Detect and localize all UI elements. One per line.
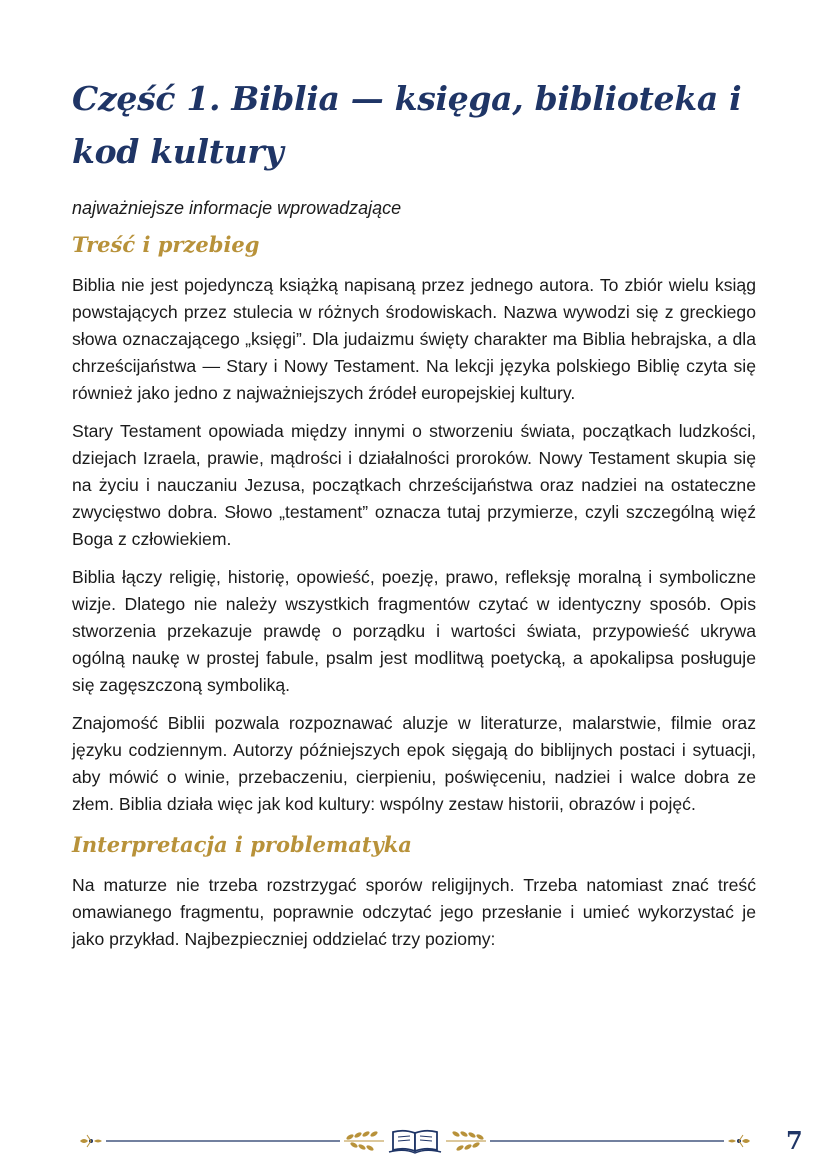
paragraph: Biblia nie jest pojedynczą książką napisaną przez jednego autora. To zbiór wielu ksiąg powstających przez stulecia w różnych środowiskach. Nazwa wywodzi się z greckiego słowa oznaczającego „księgi”. Dla judaizmu święty charakter ma Biblia hebrajska, a dla chrześcijaństwa — Stary i Nowy Testament. Na lekcji języka polskiego Biblię czyta się również jako jedno z najważniejszych źródeł europejskiej kultury. [72,275,756,403]
page-content [72,72,756,964]
chapter-subtitle: najważniejsze informacje wprowadzające [72,198,402,218]
ornament-divider [78,1126,752,1156]
open-book-icon [344,1130,486,1153]
paragraph: Stary Testament opowiada między innymi o stworzeniu świata, początkach ludzkości, dziejach Izraela, prawie, mądrości i działalności proroków. Nowy Testament skupia się na życiu i nauczaniu Jezusa, początkach chrześcijaństwa oraz nadziei na ostateczne zwycięstwo dobra. Słowo „testament” oznacza tutaj przymierze, czyli szczególną więź Boga z człowiekiem. [72,421,756,549]
left-flourish-icon [80,1135,102,1147]
paragraph: Biblia łączy religię, historię, opowieść, poezję, prawo, refleksję moralną i symboliczne wizje. Dlatego nie należy wszystkich fragmentów czytać w identyczny sposób. Opis stworzenia przekazuje prawdę o porządku i wartości świata, przypowieść ukrywa ogólną naukę w prostej fabule, psalm jest modlitwą poetycką, a apokalipsa posługuje się zagęszczoną symboliką. [72,567,756,695]
page-number: 7 [786,1126,803,1155]
footer-ornament [78,1126,752,1156]
section-heading-interpretation: Interpretacja i problematyka [72,832,412,857]
right-flourish-icon [728,1135,750,1147]
chapter-title: Część 1. Biblia — księga, biblioteka i kod kultury [72,79,742,171]
paragraph: Znajomość Biblii pozwala rozpoznawać aluzje w literaturze, malarstwie, filmie oraz języku codziennym. Autorzy późniejszych epok sięgają do biblijnych postaci i sytuacji, aby mówić o winie, przebaczeniu, cierpieniu, poświęceniu, nadziei i walce dobra ze złem. Biblia działa więc jak kod kultury: wspólny zestaw historii, obrazów i pojęć. [72,713,756,814]
paragraph: Na maturze nie trzeba rozstrzygać sporów religijnych. Trzeba natomiast znać treść omawianego fragmentu, poprawnie odczytać jego przesłanie i umieć wykorzystać je jako przykład. Najbezpieczniej oddzielać trzy poziomy: [72,875,756,949]
section-heading-content: Treść i przebieg [72,232,260,257]
